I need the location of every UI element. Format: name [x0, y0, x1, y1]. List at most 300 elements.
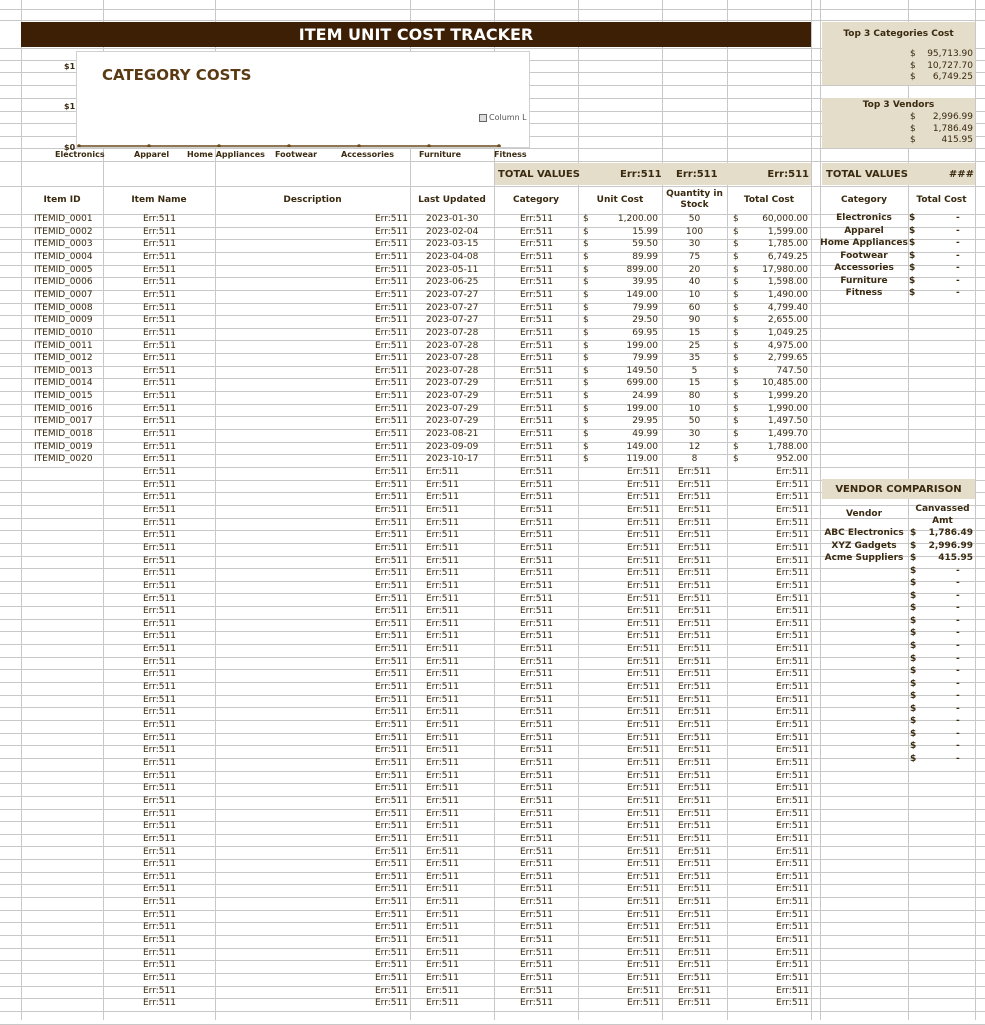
- description-cell[interactable]: Err:511: [375, 568, 408, 579]
- last-updated-cell[interactable]: Err:511: [426, 606, 459, 617]
- total-cost-cell[interactable]: 1,999.20: [767, 391, 808, 402]
- last-updated-cell[interactable]: Err:511: [426, 770, 459, 781]
- total-cost-cell[interactable]: Err:511: [776, 935, 809, 946]
- quantity-cell[interactable]: Err:511: [678, 492, 711, 503]
- unit-cost-cell[interactable]: Err:511: [627, 606, 660, 617]
- quantity-cell[interactable]: 75: [688, 251, 701, 262]
- quantity-cell[interactable]: Err:511: [678, 568, 711, 579]
- quantity-cell[interactable]: Err:511: [678, 606, 711, 617]
- category-cell[interactable]: Err:511: [520, 720, 553, 730]
- item-id-cell[interactable]: ITEMID_0016: [34, 403, 93, 414]
- quantity-cell[interactable]: 25: [688, 340, 701, 351]
- vendor-amt-cell[interactable]: -: [956, 753, 960, 764]
- quantity-cell[interactable]: 12: [688, 441, 701, 452]
- unit-cost-cell[interactable]: Err:511: [627, 745, 660, 756]
- category-cell[interactable]: Err:511: [520, 859, 553, 870]
- description-cell[interactable]: Err:511: [375, 644, 408, 655]
- unit-cost-currency[interactable]: $: [583, 327, 589, 338]
- unit-cost-cell[interactable]: Err:511: [627, 821, 660, 832]
- category-cell[interactable]: Err:511: [520, 618, 553, 629]
- last-updated-cell[interactable]: 2023-07-29: [426, 391, 479, 402]
- category-cell[interactable]: Err:511: [520, 239, 553, 250]
- description-cell[interactable]: Err:511: [375, 770, 408, 781]
- last-updated-cell[interactable]: Err:511: [426, 720, 459, 730]
- description-cell[interactable]: Err:511: [375, 795, 408, 806]
- unit-cost-cell[interactable]: Err:511: [627, 783, 660, 794]
- unit-cost-cell[interactable]: Err:511: [627, 998, 660, 1009]
- unit-cost-cell[interactable]: Err:511: [627, 467, 660, 477]
- description-cell[interactable]: Err:511: [375, 669, 408, 680]
- unit-cost-cell[interactable]: Err:511: [627, 909, 660, 920]
- last-updated-cell[interactable]: 2023-07-29: [426, 416, 479, 427]
- unit-cost-cell[interactable]: 39.95: [632, 277, 658, 288]
- unit-cost-currency[interactable]: $: [583, 239, 589, 250]
- quantity-cell[interactable]: Err:511: [678, 631, 711, 642]
- unit-cost-currency[interactable]: $: [583, 277, 589, 288]
- unit-cost-cell[interactable]: Err:511: [627, 973, 660, 983]
- item-name-cell[interactable]: Err:511: [143, 656, 176, 667]
- vendor-name-cell[interactable]: XYZ Gadgets: [831, 540, 897, 551]
- last-updated-cell[interactable]: Err:511: [426, 871, 459, 882]
- category-cell[interactable]: Err:511: [520, 479, 553, 490]
- total-cost-cell[interactable]: Err:511: [776, 656, 809, 667]
- quantity-cell[interactable]: 5: [691, 365, 698, 376]
- quantity-cell[interactable]: 10: [688, 403, 701, 414]
- category-cell[interactable]: Err:511: [520, 289, 553, 300]
- vendor-amt-cell[interactable]: -: [956, 691, 960, 702]
- category-cell[interactable]: Err:511: [520, 732, 553, 743]
- last-updated-cell[interactable]: Err:511: [426, 644, 459, 655]
- last-updated-cell[interactable]: Err:511: [426, 707, 459, 718]
- item-name-cell[interactable]: Err:511: [143, 479, 176, 490]
- description-cell[interactable]: Err:511: [375, 846, 408, 857]
- vendor-amt-cell[interactable]: -: [956, 666, 960, 677]
- item-name-cell[interactable]: Err:511: [143, 871, 176, 882]
- quantity-cell[interactable]: Err:511: [678, 504, 711, 515]
- quantity-cell[interactable]: 50: [688, 416, 701, 427]
- item-name-cell[interactable]: Err:511: [143, 454, 176, 465]
- item-id-cell[interactable]: ITEMID_0008: [34, 302, 93, 313]
- description-cell[interactable]: Err:511: [375, 277, 408, 288]
- total-cost-cell[interactable]: 2,655.00: [767, 315, 808, 326]
- category-cell[interactable]: Err:511: [520, 593, 553, 604]
- unit-cost-cell[interactable]: Err:511: [627, 884, 660, 895]
- item-name-cell[interactable]: Err:511: [143, 720, 176, 730]
- quantity-cell[interactable]: 50: [688, 214, 701, 224]
- category-cell[interactable]: Err:511: [520, 631, 553, 642]
- unit-cost-cell[interactable]: Err:511: [627, 859, 660, 870]
- item-name-cell[interactable]: Err:511: [143, 618, 176, 629]
- item-name-cell[interactable]: Err:511: [143, 884, 176, 895]
- total-cost-currency[interactable]: $: [733, 441, 739, 452]
- category-cell[interactable]: Err:511: [520, 429, 553, 440]
- quantity-cell[interactable]: 40: [688, 277, 701, 288]
- item-name-cell[interactable]: Err:511: [143, 960, 176, 971]
- description-cell[interactable]: Err:511: [375, 492, 408, 503]
- category-cell[interactable]: Err:511: [520, 656, 553, 667]
- total-cost-cell[interactable]: Err:511: [776, 745, 809, 756]
- total-cost-cell[interactable]: Err:511: [776, 568, 809, 579]
- description-cell[interactable]: Err:511: [375, 302, 408, 313]
- side-total-cell[interactable]: -: [956, 250, 960, 261]
- item-name-cell[interactable]: Err:511: [143, 441, 176, 452]
- category-cell[interactable]: Err:511: [520, 214, 553, 224]
- last-updated-cell[interactable]: 2023-06-25: [426, 277, 479, 288]
- total-cost-cell[interactable]: Err:511: [776, 973, 809, 983]
- category-cell[interactable]: Err:511: [520, 770, 553, 781]
- unit-cost-cell[interactable]: 199.00: [626, 340, 658, 351]
- vendor-amt-cell[interactable]: -: [956, 640, 960, 651]
- category-cell[interactable]: Err:511: [520, 340, 553, 351]
- item-name-cell[interactable]: Err:511: [143, 403, 176, 414]
- item-name-cell[interactable]: Err:511: [143, 429, 176, 440]
- last-updated-cell[interactable]: Err:511: [426, 542, 459, 553]
- last-updated-cell[interactable]: Err:511: [426, 492, 459, 503]
- description-cell[interactable]: Err:511: [375, 264, 408, 275]
- item-id-cell[interactable]: ITEMID_0007: [34, 289, 93, 300]
- side-total-cell[interactable]: -: [956, 238, 960, 248]
- unit-cost-cell[interactable]: 119.00: [626, 454, 658, 465]
- total-cost-cell[interactable]: Err:511: [776, 542, 809, 553]
- unit-cost-currency[interactable]: $: [583, 353, 589, 364]
- vendor-amt-cell[interactable]: -: [956, 590, 960, 601]
- category-cell[interactable]: Err:511: [520, 707, 553, 718]
- vendor-amt-cell[interactable]: -: [956, 603, 960, 614]
- category-cell[interactable]: Err:511: [520, 985, 553, 996]
- description-cell[interactable]: Err:511: [375, 315, 408, 326]
- total-cost-cell[interactable]: Err:511: [776, 492, 809, 503]
- item-name-cell[interactable]: Err:511: [143, 783, 176, 794]
- total-cost-cell[interactable]: Err:511: [776, 795, 809, 806]
- category-cell[interactable]: Err:511: [520, 922, 553, 933]
- total-cost-currency[interactable]: $: [733, 403, 739, 414]
- item-name-cell[interactable]: Err:511: [143, 239, 176, 250]
- description-cell[interactable]: Err:511: [375, 960, 408, 971]
- total-cost-cell[interactable]: 17,980.00: [762, 264, 808, 275]
- category-cell[interactable]: Err:511: [520, 644, 553, 655]
- description-cell[interactable]: Err:511: [375, 821, 408, 832]
- category-cell[interactable]: Err:511: [520, 669, 553, 680]
- unit-cost-cell[interactable]: Err:511: [627, 644, 660, 655]
- quantity-cell[interactable]: 35: [688, 353, 701, 364]
- unit-cost-cell[interactable]: 59.50: [632, 239, 658, 250]
- description-cell[interactable]: Err:511: [375, 947, 408, 958]
- item-id-cell[interactable]: ITEMID_0015: [34, 391, 93, 402]
- category-cell[interactable]: Err:511: [520, 935, 553, 946]
- last-updated-cell[interactable]: 2023-03-15: [426, 239, 479, 250]
- description-cell[interactable]: Err:511: [375, 289, 408, 300]
- side-category-cell[interactable]: Furniture: [840, 275, 888, 286]
- vendor-amt-cell[interactable]: 1,786.49: [928, 528, 973, 538]
- unit-cost-cell[interactable]: Err:511: [627, 935, 660, 946]
- category-cell[interactable]: Err:511: [520, 251, 553, 262]
- total-cost-cell[interactable]: 10,485.00: [762, 378, 808, 389]
- unit-cost-cell[interactable]: 1,200.00: [617, 214, 658, 224]
- vendor-name-cell[interactable]: Acme Suppliers: [824, 553, 904, 564]
- unit-cost-cell[interactable]: Err:511: [627, 960, 660, 971]
- vendor-amt-cell[interactable]: -: [956, 741, 960, 752]
- vendor-name-cell[interactable]: ABC Electronics: [824, 528, 904, 538]
- item-name-cell[interactable]: Err:511: [143, 909, 176, 920]
- total-cost-cell[interactable]: Err:511: [776, 631, 809, 642]
- total-cost-cell[interactable]: Err:511: [776, 555, 809, 566]
- unit-cost-cell[interactable]: Err:511: [627, 770, 660, 781]
- total-cost-cell[interactable]: Err:511: [776, 694, 809, 705]
- unit-cost-cell[interactable]: 149.50: [626, 365, 658, 376]
- unit-cost-cell[interactable]: 15.99: [632, 226, 658, 237]
- total-cost-currency[interactable]: $: [733, 264, 739, 275]
- quantity-cell[interactable]: 80: [688, 391, 701, 402]
- unit-cost-cell[interactable]: 199.00: [626, 403, 658, 414]
- description-cell[interactable]: Err:511: [375, 429, 408, 440]
- unit-cost-cell[interactable]: 29.95: [632, 416, 658, 427]
- unit-cost-currency[interactable]: $: [583, 416, 589, 427]
- category-cell[interactable]: Err:511: [520, 365, 553, 376]
- description-cell[interactable]: Err:511: [375, 378, 408, 389]
- item-name-cell[interactable]: Err:511: [143, 808, 176, 819]
- last-updated-cell[interactable]: 2023-01-30: [426, 214, 479, 224]
- total-cost-cell[interactable]: 1,497.50: [767, 416, 808, 427]
- item-name-cell[interactable]: Err:511: [143, 897, 176, 908]
- item-id-cell[interactable]: ITEMID_0011: [34, 340, 93, 351]
- vendor-amt-cell[interactable]: -: [956, 703, 960, 714]
- category-cell[interactable]: Err:511: [520, 441, 553, 452]
- item-name-cell[interactable]: Err:511: [143, 732, 176, 743]
- unit-cost-cell[interactable]: 69.95: [632, 327, 658, 338]
- description-cell[interactable]: Err:511: [375, 251, 408, 262]
- item-name-cell[interactable]: Err:511: [143, 669, 176, 680]
- last-updated-cell[interactable]: Err:511: [426, 517, 459, 528]
- category-cell[interactable]: Err:511: [520, 467, 553, 477]
- unit-cost-cell[interactable]: Err:511: [627, 492, 660, 503]
- total-cost-cell[interactable]: Err:511: [776, 669, 809, 680]
- unit-cost-cell[interactable]: Err:511: [627, 720, 660, 730]
- side-total-cell[interactable]: -: [956, 225, 960, 236]
- total-cost-cell[interactable]: 1,788.00: [767, 441, 808, 452]
- vendor-amt-cell[interactable]: -: [956, 678, 960, 689]
- quantity-cell[interactable]: Err:511: [678, 833, 711, 844]
- unit-cost-currency[interactable]: $: [583, 340, 589, 351]
- quantity-cell[interactable]: Err:511: [678, 757, 711, 768]
- item-name-cell[interactable]: Err:511: [143, 568, 176, 579]
- item-name-cell[interactable]: Err:511: [143, 973, 176, 983]
- total-cost-currency[interactable]: $: [733, 327, 739, 338]
- total-cost-cell[interactable]: Err:511: [776, 947, 809, 958]
- item-name-cell[interactable]: Err:511: [143, 555, 176, 566]
- quantity-cell[interactable]: Err:511: [678, 808, 711, 819]
- description-cell[interactable]: Err:511: [375, 530, 408, 541]
- total-cost-currency[interactable]: $: [733, 416, 739, 427]
- category-cell[interactable]: Err:511: [520, 745, 553, 756]
- last-updated-cell[interactable]: Err:511: [426, 998, 459, 1009]
- item-name-cell[interactable]: Err:511: [143, 859, 176, 870]
- unit-cost-currency[interactable]: $: [583, 251, 589, 262]
- category-cell[interactable]: Err:511: [520, 555, 553, 566]
- description-cell[interactable]: Err:511: [375, 606, 408, 617]
- unit-cost-cell[interactable]: 149.00: [626, 441, 658, 452]
- item-name-cell[interactable]: Err:511: [143, 327, 176, 338]
- item-name-cell[interactable]: Err:511: [143, 757, 176, 768]
- unit-cost-cell[interactable]: Err:511: [627, 757, 660, 768]
- total-cost-currency[interactable]: $: [733, 251, 739, 262]
- last-updated-cell[interactable]: Err:511: [426, 593, 459, 604]
- unit-cost-currency[interactable]: $: [583, 441, 589, 452]
- vendor-amt-cell[interactable]: -: [956, 728, 960, 739]
- category-cell[interactable]: Err:511: [520, 846, 553, 857]
- unit-cost-cell[interactable]: Err:511: [627, 732, 660, 743]
- item-id-cell[interactable]: ITEMID_0020: [34, 454, 93, 465]
- description-cell[interactable]: Err:511: [375, 682, 408, 693]
- category-cell[interactable]: Err:511: [520, 315, 553, 326]
- quantity-cell[interactable]: Err:511: [678, 909, 711, 920]
- category-cell[interactable]: Err:511: [520, 277, 553, 288]
- category-cell[interactable]: Err:511: [520, 264, 553, 275]
- last-updated-cell[interactable]: Err:511: [426, 973, 459, 983]
- description-cell[interactable]: Err:511: [375, 973, 408, 983]
- category-cell[interactable]: Err:511: [520, 757, 553, 768]
- category-cell[interactable]: Err:511: [520, 327, 553, 338]
- item-name-cell[interactable]: Err:511: [143, 694, 176, 705]
- total-cost-cell[interactable]: Err:511: [776, 593, 809, 604]
- total-cost-cell[interactable]: Err:511: [776, 580, 809, 591]
- vendor-amt-cell[interactable]: -: [956, 615, 960, 626]
- item-id-cell[interactable]: ITEMID_0003: [34, 239, 93, 250]
- total-cost-cell[interactable]: Err:511: [776, 682, 809, 693]
- quantity-cell[interactable]: Err:511: [678, 783, 711, 794]
- description-cell[interactable]: Err:511: [375, 416, 408, 427]
- quantity-cell[interactable]: Err:511: [678, 884, 711, 895]
- total-cost-cell[interactable]: Err:511: [776, 707, 809, 718]
- quantity-cell[interactable]: Err:511: [678, 644, 711, 655]
- item-name-cell[interactable]: Err:511: [143, 682, 176, 693]
- vendor-amt-cell[interactable]: -: [956, 578, 960, 589]
- description-cell[interactable]: Err:511: [375, 327, 408, 338]
- item-name-cell[interactable]: Err:511: [143, 340, 176, 351]
- category-cell[interactable]: Err:511: [520, 808, 553, 819]
- description-cell[interactable]: Err:511: [375, 340, 408, 351]
- last-updated-cell[interactable]: 2023-02-04: [426, 226, 479, 237]
- quantity-cell[interactable]: Err:511: [678, 935, 711, 946]
- item-id-cell[interactable]: ITEMID_0004: [34, 251, 93, 262]
- unit-cost-cell[interactable]: Err:511: [627, 985, 660, 996]
- side-total-cell[interactable]: -: [956, 275, 960, 286]
- description-cell[interactable]: Err:511: [375, 479, 408, 490]
- unit-cost-cell[interactable]: Err:511: [627, 795, 660, 806]
- item-name-cell[interactable]: Err:511: [143, 644, 176, 655]
- last-updated-cell[interactable]: Err:511: [426, 859, 459, 870]
- total-cost-cell[interactable]: Err:511: [776, 618, 809, 629]
- item-id-cell[interactable]: ITEMID_0018: [34, 429, 93, 440]
- description-cell[interactable]: Err:511: [375, 391, 408, 402]
- category-cell[interactable]: Err:511: [520, 416, 553, 427]
- description-cell[interactable]: Err:511: [375, 909, 408, 920]
- quantity-cell[interactable]: Err:511: [678, 580, 711, 591]
- total-cost-cell[interactable]: 4,799.40: [767, 302, 808, 313]
- item-name-cell[interactable]: Err:511: [143, 935, 176, 946]
- unit-cost-cell[interactable]: 29.50: [632, 315, 658, 326]
- last-updated-cell[interactable]: Err:511: [426, 821, 459, 832]
- total-cost-cell[interactable]: Err:511: [776, 922, 809, 933]
- last-updated-cell[interactable]: Err:511: [426, 568, 459, 579]
- last-updated-cell[interactable]: Err:511: [426, 682, 459, 693]
- item-name-cell[interactable]: Err:511: [143, 214, 176, 224]
- last-updated-cell[interactable]: Err:511: [426, 580, 459, 591]
- vendor-amt-cell[interactable]: -: [956, 653, 960, 664]
- last-updated-cell[interactable]: 2023-07-28: [426, 365, 479, 376]
- quantity-cell[interactable]: Err:511: [678, 985, 711, 996]
- unit-cost-currency[interactable]: $: [583, 454, 589, 465]
- quantity-cell[interactable]: 15: [688, 378, 701, 389]
- quantity-cell[interactable]: Err:511: [678, 897, 711, 908]
- last-updated-cell[interactable]: Err:511: [426, 833, 459, 844]
- total-cost-currency[interactable]: $: [733, 226, 739, 237]
- total-cost-cell[interactable]: Err:511: [776, 720, 809, 730]
- description-cell[interactable]: Err:511: [375, 517, 408, 528]
- total-cost-cell[interactable]: Err:511: [776, 517, 809, 528]
- category-cell[interactable]: Err:511: [520, 998, 553, 1009]
- side-category-cell[interactable]: Home Appliances: [820, 238, 908, 248]
- item-name-cell[interactable]: Err:511: [143, 365, 176, 376]
- description-cell[interactable]: Err:511: [375, 454, 408, 465]
- category-cell[interactable]: Err:511: [520, 530, 553, 541]
- category-cell[interactable]: Err:511: [520, 454, 553, 465]
- item-id-cell[interactable]: ITEMID_0019: [34, 441, 93, 452]
- item-id-cell[interactable]: ITEMID_0001: [34, 214, 93, 224]
- item-name-cell[interactable]: Err:511: [143, 947, 176, 958]
- description-cell[interactable]: Err:511: [375, 922, 408, 933]
- side-category-cell[interactable]: Accessories: [834, 263, 894, 273]
- description-cell[interactable]: Err:511: [375, 403, 408, 414]
- item-name-cell[interactable]: Err:511: [143, 770, 176, 781]
- unit-cost-currency[interactable]: $: [583, 365, 589, 376]
- quantity-cell[interactable]: Err:511: [678, 479, 711, 490]
- last-updated-cell[interactable]: Err:511: [426, 783, 459, 794]
- unit-cost-cell[interactable]: 89.99: [632, 251, 658, 262]
- total-cost-cell[interactable]: Err:511: [776, 998, 809, 1009]
- description-cell[interactable]: Err:511: [375, 618, 408, 629]
- category-cell[interactable]: Err:511: [520, 682, 553, 693]
- quantity-cell[interactable]: Err:511: [678, 656, 711, 667]
- category-cell[interactable]: Err:511: [520, 833, 553, 844]
- category-cell[interactable]: Err:511: [520, 353, 553, 364]
- total-cost-cell[interactable]: 1,499.70: [767, 429, 808, 440]
- category-cell[interactable]: Err:511: [520, 909, 553, 920]
- total-cost-currency[interactable]: $: [733, 391, 739, 402]
- item-id-cell[interactable]: ITEMID_0013: [34, 365, 93, 376]
- quantity-cell[interactable]: 20: [688, 264, 701, 275]
- total-cost-cell[interactable]: 1,490.00: [767, 289, 808, 300]
- last-updated-cell[interactable]: Err:511: [426, 897, 459, 908]
- quantity-cell[interactable]: Err:511: [678, 530, 711, 541]
- category-cell[interactable]: Err:511: [520, 302, 553, 313]
- total-cost-cell[interactable]: 952.00: [776, 454, 808, 465]
- unit-cost-cell[interactable]: Err:511: [627, 947, 660, 958]
- unit-cost-currency[interactable]: $: [583, 391, 589, 402]
- unit-cost-cell[interactable]: Err:511: [627, 568, 660, 579]
- total-cost-currency[interactable]: $: [733, 239, 739, 250]
- category-cell[interactable]: Err:511: [520, 391, 553, 402]
- last-updated-cell[interactable]: 2023-07-29: [426, 403, 479, 414]
- item-name-cell[interactable]: Err:511: [143, 593, 176, 604]
- unit-cost-currency[interactable]: $: [583, 214, 589, 224]
- total-cost-cell[interactable]: 60,000.00: [762, 214, 808, 224]
- last-updated-cell[interactable]: 2023-07-28: [426, 327, 479, 338]
- unit-cost-cell[interactable]: 899.00: [626, 264, 658, 275]
- description-cell[interactable]: Err:511: [375, 365, 408, 376]
- description-cell[interactable]: Err:511: [375, 694, 408, 705]
- last-updated-cell[interactable]: Err:511: [426, 694, 459, 705]
- unit-cost-currency[interactable]: $: [583, 378, 589, 389]
